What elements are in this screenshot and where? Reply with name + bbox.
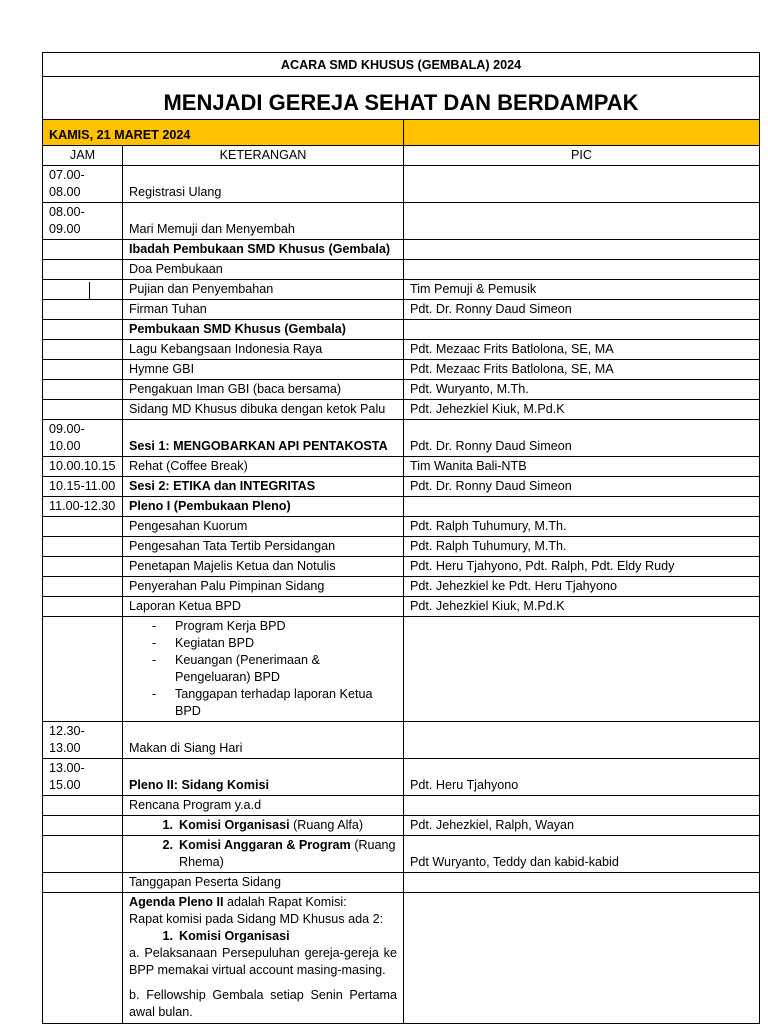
pic-cell: Pdt. Heru Tjahyono, Pdt. Ralph, Pdt. Eldy Rudy [404,557,760,577]
table-row [43,722,760,759]
keterangan-cell: Firman Tuhan [123,300,404,320]
komisi-item [123,816,404,836]
table-row [43,759,760,796]
pic-cell: Pdt. Wuryanto, M.Th. [404,380,760,400]
jam-cell: 12.30-13.00 [43,722,123,759]
jam-cell: 07.00-08.00 [43,166,123,203]
day-label: KAMIS, 21 MARET 2024 [43,120,404,146]
keterangan-cell: Sesi 1: MENGOBARKAN API PENTAKOSTA [123,420,404,457]
komisi-item [123,836,404,873]
event-title-row [43,53,760,77]
jam-cell [43,816,123,836]
pic-cell [404,166,760,203]
table-row [43,617,760,722]
keterangan-cell: Registrasi Ulang [123,166,404,203]
pic-cell: Pdt. Dr. Ronny Daud Simeon [404,477,760,497]
pic-cell: Pdt. Jehezkiel, Ralph, Wayan [404,816,760,836]
jam-cell: 10.00.10.15 [43,457,123,477]
komisi-number: 2. [162,838,173,852]
keterangan-cell: Pujian dan Penyembahan [123,280,404,300]
pic-cell: Tim Wanita Bali-NTB [404,457,760,477]
jam-split-cell [43,282,122,299]
keterangan-cell: Makan di Siang Hari [123,722,404,759]
jam-cell [43,796,123,816]
agenda-item: 1. Komisi Organisasi [162,929,290,943]
jam-cell: 09.00-10.00 [43,420,123,457]
komisi-room: (Ruang Alfa) [293,818,364,832]
col-header-keterangan: KETERANGAN [123,146,404,166]
keterangan-cell: Pleno I (Pembukaan Pleno) [123,497,404,517]
jam-cell [43,557,123,577]
agenda-cell [123,893,404,1024]
keterangan-cell: Hymne GBI [123,360,404,380]
agenda-point-b: b. Fellowship Gembala setiap Senin Pertama awal bulan. [129,988,397,1019]
jam-cell [43,340,123,360]
table-row [43,340,760,360]
keterangan-cell: Pengakuan Iman GBI (baca bersama) [123,380,404,400]
day-row [43,120,760,146]
pic-cell [404,260,760,280]
keterangan-cell: Rencana Program y.a.d [123,796,404,816]
theme-title: MENJADI GEREJA SEHAT DAN BERDAMPAK [43,77,760,120]
list-item: - Kegiatan BPD [129,635,397,652]
pic-cell: Pdt. Dr. Ronny Daud Simeon [404,420,760,457]
list-item: - Program Kerja BPD [129,618,397,635]
keterangan-cell: Pembukaan SMD Khusus (Gembala) [123,320,404,340]
event-title: ACARA SMD KHUSUS (GEMBALA) 2024 [43,53,760,77]
day-empty-cell [404,120,760,146]
pic-cell: Pdt. Mezaac Frits Batlolona, SE, MA [404,360,760,380]
keterangan-cell: Pengesahan Kuorum [123,517,404,537]
jam-cell [43,260,123,280]
table-row [43,597,760,617]
pic-cell: Pdt. Dr. Ronny Daud Simeon [404,300,760,320]
table-row [43,360,760,380]
keterangan-cell: Rehat (Coffee Break) [123,457,404,477]
keterangan-cell: Sesi 2: ETIKA dan INTEGRITAS [123,477,404,497]
theme-row [43,77,760,120]
column-header-row [43,146,760,166]
jam-cell [43,893,123,1024]
jam-cell: 11.00-12.30 [43,497,123,517]
jam-cell [43,577,123,597]
jam-cell [43,380,123,400]
pic-cell [404,617,760,722]
jam-cell [43,517,123,537]
table-row [43,816,760,836]
keterangan-cell: Ibadah Pembukaan SMD Khusus (Gembala) [123,240,404,260]
jam-cell [43,280,123,300]
komisi-room: (Ruang Rhema) [179,838,396,869]
pic-cell: Pdt. Jehezkiel ke Pdt. Heru Tjahyono [404,577,760,597]
table-row [43,300,760,320]
table-row [43,537,760,557]
pic-cell [404,893,760,1024]
jam-cell [43,400,123,420]
table-row [43,577,760,597]
table-row [43,517,760,537]
jam-cell [43,320,123,340]
keterangan-cell: Tanggapan Peserta Sidang [123,873,404,893]
agenda-point-a: a. Pelaksanaan Persepuluhan gereja-gereja ke BPP memakai virtual account masing-masing. [129,946,397,977]
jam-cell [43,873,123,893]
table-row [43,873,760,893]
table-row [43,457,760,477]
table-row [43,280,760,300]
keterangan-cell: Lagu Kebangsaan Indonesia Raya [123,340,404,360]
col-header-jam: JAM [43,146,123,166]
laporan-list [129,618,397,720]
laporan-list-cell [123,617,404,722]
komisi-number: 1. [162,818,173,832]
keterangan-cell: Pengesahan Tata Tertib Persidangan [123,537,404,557]
pic-cell [404,497,760,517]
schedule-table [42,52,760,1024]
agenda-line: Rapat komisi pada Sidang MD Khusus ada 2: [129,912,384,926]
keterangan-cell: Mari Memuji dan Menyembah [123,203,404,240]
komisi-name: Komisi Anggaran & Program [179,838,351,852]
pic-cell: Pdt. Jehezkiel Kiuk, M.Pd.K [404,400,760,420]
pic-cell [404,240,760,260]
pic-cell: Tim Pemuji & Pemusik [404,280,760,300]
keterangan-cell: Laporan Ketua BPD [123,597,404,617]
komisi-name: Komisi Organisasi [179,818,290,832]
table-row [43,380,760,400]
table-row [43,796,760,816]
jam-cell [43,537,123,557]
jam-cell [43,240,123,260]
list-item: - Tanggapan terhadap laporan Ketua BPD [129,686,397,720]
keterangan-cell: Penyerahan Palu Pimpinan Sidang [123,577,404,597]
jam-cell [43,300,123,320]
agenda-label: Agenda Pleno II adalah Rapat Komisi: [129,895,347,909]
jam-cell [43,360,123,380]
jam-cell [43,617,123,722]
pic-cell: Pdt Wuryanto, Teddy dan kabid-kabid [404,836,760,873]
keterangan-cell: Penetapan Majelis Ketua dan Notulis [123,557,404,577]
pic-cell: Pdt. Heru Tjahyono [404,759,760,796]
pic-cell [404,873,760,893]
jam-cell: 13.00-15.00 [43,759,123,796]
pic-cell: Pdt. Jehezkiel Kiuk, M.Pd.K [404,597,760,617]
table-row [43,260,760,280]
table-row [43,320,760,340]
list-item: - Keuangan (Penerimaan & Pengeluaran) BPD [129,652,397,686]
table-row [43,400,760,420]
table-row [43,836,760,873]
table-row [43,420,760,457]
table-row [43,203,760,240]
table-row [43,893,760,1024]
jam-cell [43,597,123,617]
pic-cell [404,722,760,759]
jam-cell: 10.15-11.00 [43,477,123,497]
jam-cell [43,836,123,873]
pic-cell: Pdt. Ralph Tuhumury, M.Th. [404,537,760,557]
pic-cell: Pdt. Mezaac Frits Batlolona, SE, MA [404,340,760,360]
table-row [43,497,760,517]
keterangan-cell: Sidang MD Khusus dibuka dengan ketok Palu [123,400,404,420]
pic-cell [404,320,760,340]
jam-cell: 08.00-09.00 [43,203,123,240]
pic-cell [404,796,760,816]
pic-cell [404,203,760,240]
keterangan-cell: Pleno II: Sidang Komisi [123,759,404,796]
table-row [43,240,760,260]
table-row [43,166,760,203]
keterangan-cell: Doa Pembukaan [123,260,404,280]
col-header-pic: PIC [404,146,760,166]
pic-cell: Pdt. Ralph Tuhumury, M.Th. [404,517,760,537]
table-row [43,477,760,497]
table-row [43,557,760,577]
